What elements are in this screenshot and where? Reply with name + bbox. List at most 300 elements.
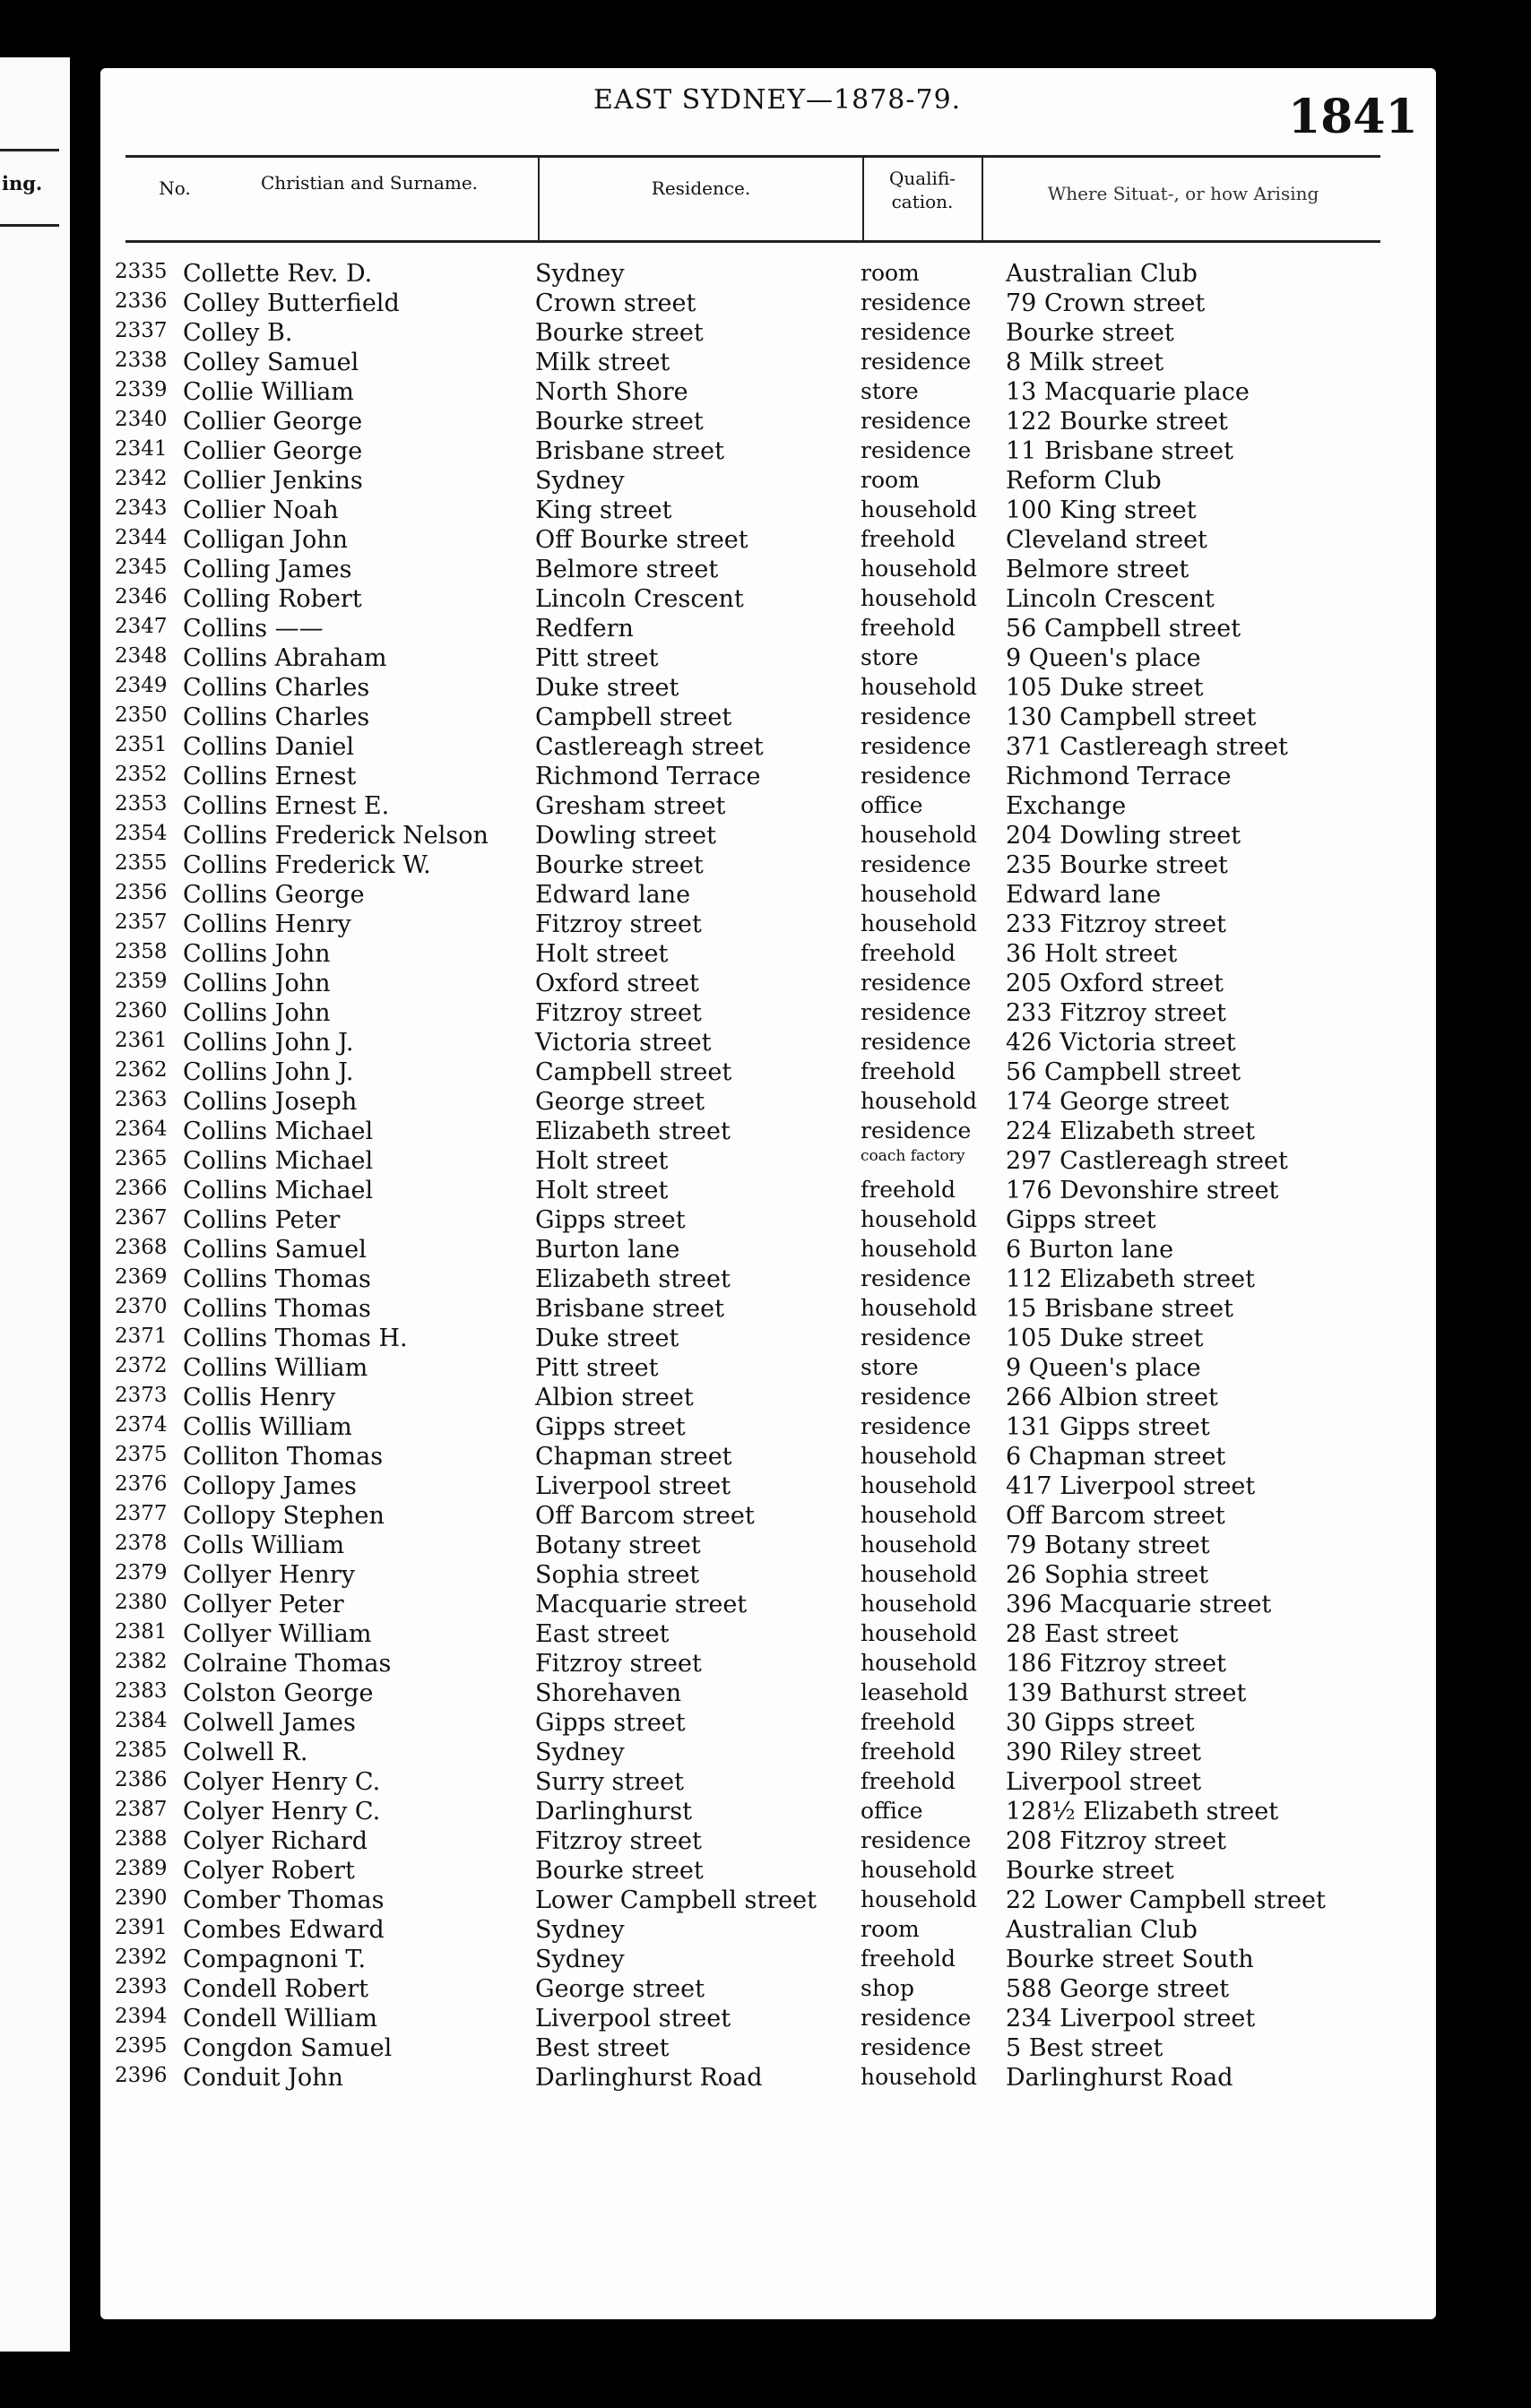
entry-qualification: household	[861, 1443, 978, 1469]
table-row	[100, 526, 1436, 556]
entry-name: Conduit John	[183, 2064, 343, 2092]
entry-name: Colls William	[183, 1532, 345, 1559]
entry-number: 2383	[115, 1679, 168, 1703]
table-row	[100, 763, 1436, 792]
entry-number: 2337	[115, 319, 168, 342]
table-row	[100, 2064, 1436, 2093]
entry-qualification: residence	[861, 437, 972, 463]
entry-residence: Off Bourke street	[535, 526, 748, 554]
table-row	[100, 1384, 1436, 1413]
entry-where-situated: 15 Brisbane street	[1006, 1295, 1233, 1323]
entry-number: 2360	[115, 999, 168, 1023]
entry-number: 2393	[115, 1975, 168, 1998]
entry-qualification: household	[861, 585, 978, 611]
entry-number: 2341	[115, 437, 168, 461]
entry-residence: Albion street	[535, 1384, 694, 1411]
entry-number: 2391	[115, 1916, 168, 1939]
entry-residence: Brisbane street	[535, 1295, 724, 1323]
entry-where-situated: 426 Victoria street	[1006, 1029, 1236, 1057]
table-row	[100, 733, 1436, 763]
header-divider-1	[538, 155, 540, 243]
entry-residence: George street	[535, 1975, 705, 2003]
entry-name: Colley Butterfield	[183, 289, 400, 317]
entry-name: Collins Joseph	[183, 1088, 358, 1116]
entry-where-situated: 176 Devonshire street	[1006, 1177, 1279, 1204]
entry-qualification: residence	[861, 1029, 972, 1055]
entry-qualification: residence	[861, 703, 972, 729]
table-row	[100, 260, 1436, 289]
column-header-where: Where Situat-, or how Arising	[1047, 183, 1319, 204]
entry-where-situated: 22 Lower Campbell street	[1006, 1886, 1326, 1914]
entry-where-situated: 390 Riley street	[1006, 1739, 1201, 1766]
entry-where-situated: Bourke street	[1006, 1857, 1174, 1885]
entry-residence: Botany street	[535, 1532, 701, 1559]
entry-qualification: household	[861, 1532, 978, 1558]
entry-where-situated: 186 Fitzroy street	[1006, 1650, 1226, 1678]
entry-number: 2372	[115, 1354, 168, 1377]
entry-where-situated: 235 Bourke street	[1006, 851, 1228, 879]
entry-qualification: shop	[861, 1975, 914, 2001]
entry-where-situated: 371 Castlereagh street	[1006, 733, 1288, 761]
entry-number: 2366	[115, 1177, 168, 1200]
table-row	[100, 1413, 1436, 1443]
table-row	[100, 1354, 1436, 1384]
entry-where-situated: 100 King street	[1006, 496, 1197, 524]
table-row	[100, 1206, 1436, 1236]
table-row	[100, 1502, 1436, 1532]
column-header-no: No.	[159, 177, 191, 199]
entry-residence: Campbell street	[535, 1058, 732, 1086]
table-row	[100, 851, 1436, 881]
entry-qualification: residence	[861, 1384, 972, 1410]
entry-name: Colliton Thomas	[183, 1443, 384, 1471]
entry-name: Collis Henry	[183, 1384, 336, 1411]
entry-residence: Sydney	[535, 260, 625, 288]
entry-residence: Castlereagh street	[535, 733, 764, 761]
entry-number: 2384	[115, 1709, 168, 1732]
table-row	[100, 1650, 1436, 1679]
entry-name: Collins Frederick W.	[183, 851, 431, 879]
entry-name: Colling Robert	[183, 585, 362, 613]
table-row	[100, 615, 1436, 644]
table-row	[100, 644, 1436, 674]
entry-number: 2354	[115, 822, 168, 845]
table-row	[100, 1886, 1436, 1916]
entry-number: 2392	[115, 1946, 168, 1969]
table-row	[100, 1058, 1436, 1088]
table-row	[100, 1709, 1436, 1739]
table-row	[100, 289, 1436, 319]
entry-where-situated: 588 George street	[1006, 1975, 1230, 2003]
entry-residence: Bourke street	[535, 319, 704, 347]
entry-where-situated: 9 Queen's place	[1006, 644, 1201, 672]
entry-name: Collins Charles	[183, 674, 370, 702]
entry-name: Collins Samuel	[183, 1236, 367, 1264]
entry-number: 2346	[115, 585, 168, 608]
entry-name: Collins John	[183, 940, 331, 968]
entry-number: 2365	[115, 1147, 168, 1170]
table-row	[100, 2034, 1436, 2064]
entry-name: Collie William	[183, 378, 354, 406]
entry-residence: Pitt street	[535, 644, 659, 672]
entry-number: 2345	[115, 556, 168, 579]
entry-number: 2347	[115, 615, 168, 638]
entry-where-situated: 56 Campbell street	[1006, 615, 1241, 643]
entry-number: 2379	[115, 1561, 168, 1584]
entry-name: Collins Thomas	[183, 1295, 371, 1323]
entry-residence: Brisbane street	[535, 437, 724, 465]
entry-residence: Sydney	[535, 1739, 625, 1766]
entry-number: 2361	[115, 1029, 168, 1052]
header-divider-3	[982, 155, 983, 243]
entry-residence: Gipps street	[535, 1206, 686, 1234]
entry-where-situated: Lincoln Crescent	[1006, 585, 1215, 613]
entry-number: 2352	[115, 763, 168, 786]
entry-where-situated: 139 Bathurst street	[1006, 1679, 1247, 1707]
register-page	[100, 68, 1436, 2319]
entry-number: 2364	[115, 1118, 168, 1141]
entry-where-situated: 105 Duke street	[1006, 1325, 1204, 1352]
entry-name: Compagnoni T.	[183, 1946, 367, 1973]
entry-residence: Lower Campbell street	[535, 1886, 817, 1914]
entry-name: Collins Daniel	[183, 733, 355, 761]
entry-where-situated: Australian Club	[1006, 1916, 1198, 1944]
entry-name: Colwell James	[183, 1709, 356, 1737]
entry-where-situated: 130 Campbell street	[1006, 703, 1257, 731]
entry-where-situated: Richmond Terrace	[1006, 763, 1232, 790]
entry-name: Colligan John	[183, 526, 349, 554]
entry-name: Combes Edward	[183, 1916, 385, 1944]
entry-name: Collette Rev. D.	[183, 260, 373, 288]
table-row	[100, 349, 1436, 378]
left-page-rule-top	[0, 149, 59, 151]
table-row	[100, 2005, 1436, 2034]
entry-number: 2381	[115, 1620, 168, 1644]
entry-qualification: household	[861, 1236, 978, 1262]
entry-number: 2387	[115, 1798, 168, 1821]
column-header-qualification: Qualifi- cation.	[888, 168, 956, 212]
entry-number: 2396	[115, 2064, 168, 2087]
entry-qualification: household	[861, 1088, 978, 1114]
entry-number: 2390	[115, 1886, 168, 1910]
entry-residence: Lincoln Crescent	[535, 585, 744, 613]
entry-name: Collins ——	[183, 615, 324, 643]
entry-qualification: store	[861, 378, 919, 404]
entry-number: 2349	[115, 674, 168, 697]
table-row	[100, 1679, 1436, 1709]
entry-number: 2371	[115, 1325, 168, 1348]
entry-qualification: household	[861, 1857, 978, 1883]
entry-residence: Gresham street	[535, 792, 726, 820]
entry-where-situated: 122 Bourke street	[1006, 408, 1228, 436]
entry-residence: Sydney	[535, 1916, 625, 1944]
entry-where-situated: Gipps street	[1006, 1206, 1156, 1234]
entry-name: Colley B.	[183, 319, 293, 347]
entry-qualification: household	[861, 496, 978, 522]
entry-number: 2377	[115, 1502, 168, 1525]
entry-number: 2340	[115, 408, 168, 431]
entry-qualification: residence	[861, 289, 972, 315]
entry-number: 2375	[115, 1443, 168, 1466]
table-row	[100, 1975, 1436, 2005]
table-row	[100, 703, 1436, 733]
table-row	[100, 822, 1436, 851]
table-row	[100, 1827, 1436, 1857]
entry-number: 2388	[115, 1827, 168, 1851]
entry-qualification: freehold	[861, 1946, 956, 1972]
table-row	[100, 1561, 1436, 1591]
entry-qualification: household	[861, 1502, 978, 1528]
entry-qualification: household	[861, 911, 978, 936]
entry-name: Collopy James	[183, 1472, 357, 1500]
entry-qualification: store	[861, 644, 919, 670]
entry-where-situated: 79 Botany street	[1006, 1532, 1210, 1559]
entry-qualification: household	[861, 556, 978, 582]
entry-where-situated: 205 Oxford street	[1006, 970, 1224, 997]
entry-number: 2344	[115, 526, 168, 549]
entry-name: Collins John J.	[183, 1058, 354, 1086]
entry-name: Collins Peter	[183, 1206, 341, 1234]
table-row	[100, 1916, 1436, 1946]
table-row	[100, 940, 1436, 970]
entry-number: 2335	[115, 260, 168, 283]
entry-where-situated: 128½ Elizabeth street	[1006, 1798, 1279, 1825]
entry-residence: King street	[535, 496, 672, 524]
entry-residence: Best street	[535, 2034, 670, 2062]
entry-name: Collins Ernest	[183, 763, 357, 790]
entry-number: 2353	[115, 792, 168, 816]
entry-where-situated: 204 Dowling street	[1006, 822, 1241, 850]
entry-residence: Sydney	[535, 467, 625, 495]
entry-name: Collier Noah	[183, 496, 339, 524]
table-row	[100, 881, 1436, 911]
entry-residence: Milk street	[535, 349, 670, 376]
table-row	[100, 1768, 1436, 1798]
table-row	[100, 1620, 1436, 1650]
entry-name: Colston George	[183, 1679, 374, 1707]
entry-residence: Gipps street	[535, 1413, 686, 1441]
entry-where-situated: 28 East street	[1006, 1620, 1179, 1648]
entry-where-situated: 297 Castlereagh street	[1006, 1147, 1288, 1175]
entry-number: 2359	[115, 970, 168, 993]
entry-residence: Holt street	[535, 1177, 669, 1204]
entry-residence: Edward lane	[535, 881, 691, 909]
entry-qualification: freehold	[861, 1058, 956, 1084]
table-row	[100, 970, 1436, 999]
table-row	[100, 1325, 1436, 1354]
table-row	[100, 585, 1436, 615]
entry-name: Collier George	[183, 437, 363, 465]
entry-name: Collins Thomas H.	[183, 1325, 408, 1352]
entry-qualification: freehold	[861, 1739, 956, 1765]
entry-name: Collier George	[183, 408, 363, 436]
entry-residence: Dowling street	[535, 822, 716, 850]
entry-name: Collins Charles	[183, 703, 370, 731]
entry-name: Collins Henry	[183, 911, 351, 938]
entry-residence: Bourke street	[535, 1857, 704, 1885]
entry-qualification: residence	[861, 2005, 972, 2031]
entry-name: Colyer Henry C.	[183, 1768, 381, 1796]
entry-name: Collins George	[183, 881, 365, 909]
left-page-header-fragment: ing.	[2, 172, 43, 194]
entry-number: 2389	[115, 1857, 168, 1880]
entry-where-situated: 6 Chapman street	[1006, 1443, 1226, 1471]
entry-qualification: room	[861, 1916, 920, 1942]
entry-qualification: freehold	[861, 1768, 956, 1794]
entry-name: Collins Michael	[183, 1177, 374, 1204]
entry-name: Collins John	[183, 970, 331, 997]
entry-number: 2374	[115, 1413, 168, 1437]
left-page-edge	[0, 57, 70, 2352]
entry-residence: Duke street	[535, 674, 679, 702]
entry-qualification: residence	[861, 1413, 972, 1439]
entry-qualification: office	[861, 1798, 923, 1824]
entry-qualification: household	[861, 2064, 978, 2090]
entry-residence: Darlinghurst Road	[535, 2064, 763, 2092]
entry-residence: Fitzroy street	[535, 1827, 702, 1855]
entry-name: Collins Frederick Nelson	[183, 822, 489, 850]
table-row	[100, 556, 1436, 585]
entry-name: Collyer William	[183, 1620, 372, 1648]
entry-name: Collins Abraham	[183, 644, 387, 672]
entry-qualification: office	[861, 792, 923, 818]
entry-residence: Sophia street	[535, 1561, 700, 1589]
table-row	[100, 1739, 1436, 1768]
entry-residence: Shorehaven	[535, 1679, 682, 1707]
entry-where-situated: 233 Fitzroy street	[1006, 911, 1226, 938]
entry-number: 2363	[115, 1088, 168, 1111]
entry-name: Collins John	[183, 999, 331, 1027]
entry-number: 2355	[115, 851, 168, 875]
entry-where-situated: 396 Macquarie street	[1006, 1591, 1272, 1618]
entry-name: Colyer Robert	[183, 1857, 355, 1885]
entry-name: Collins Michael	[183, 1147, 374, 1175]
entry-residence: North Shore	[535, 378, 688, 406]
entry-qualification: residence	[861, 2034, 972, 2060]
entry-residence: East street	[535, 1620, 670, 1648]
entry-qualification: household	[861, 822, 978, 848]
entry-residence: Chapman street	[535, 1443, 732, 1471]
table-row	[100, 467, 1436, 496]
entry-residence: Victoria street	[535, 1029, 712, 1057]
table-row	[100, 1857, 1436, 1886]
entry-name: Colyer Richard	[183, 1827, 368, 1855]
entry-where-situated: Bourke street	[1006, 319, 1174, 347]
table-row	[100, 408, 1436, 437]
entry-name: Collins Ernest E.	[183, 792, 390, 820]
table-row	[100, 378, 1436, 408]
entry-where-situated: Bourke street South	[1006, 1946, 1254, 1973]
entry-residence: Holt street	[535, 940, 669, 968]
table-row	[100, 1177, 1436, 1206]
entry-residence: Pitt street	[535, 1354, 659, 1382]
entry-where-situated: Edward lane	[1006, 881, 1162, 909]
entry-where-situated: 417 Liverpool street	[1006, 1472, 1256, 1500]
entry-residence: Liverpool street	[535, 1472, 731, 1500]
entry-residence: Sydney	[535, 1946, 625, 1973]
entry-name: Collis William	[183, 1413, 352, 1441]
entry-number: 2368	[115, 1236, 168, 1259]
entry-where-situated: 105 Duke street	[1006, 674, 1204, 702]
entry-residence: Redfern	[535, 615, 634, 643]
entry-number: 2351	[115, 733, 168, 756]
entry-name: Condell Robert	[183, 1975, 369, 2003]
entry-where-situated: 56 Campbell street	[1006, 1058, 1241, 1086]
entry-number: 2350	[115, 703, 168, 727]
entry-qualification: residence	[861, 1325, 972, 1351]
entry-residence: Oxford street	[535, 970, 699, 997]
entry-where-situated: 26 Sophia street	[1006, 1561, 1209, 1589]
entry-where-situated: 174 George street	[1006, 1088, 1230, 1116]
entry-where-situated: 9 Queen's place	[1006, 1354, 1201, 1382]
entry-qualification: household	[861, 1472, 978, 1498]
entry-residence: Burton lane	[535, 1236, 680, 1264]
entry-residence: Darlinghurst	[535, 1798, 692, 1825]
entry-residence: Duke street	[535, 1325, 679, 1352]
entry-name: Colraine Thomas	[183, 1650, 392, 1678]
entry-residence: Holt street	[535, 1147, 669, 1175]
entry-where-situated: 11 Brisbane street	[1006, 437, 1233, 465]
entry-where-situated: 6 Burton lane	[1006, 1236, 1174, 1264]
page-title: EAST SYDNEY—1878-79.	[593, 84, 962, 116]
entry-qualification: household	[861, 1206, 978, 1232]
entry-where-situated: Cleveland street	[1006, 526, 1207, 554]
entry-where-situated: 5 Best street	[1006, 2034, 1163, 2062]
entry-number: 2385	[115, 1739, 168, 1762]
column-header-name: Christian and Surname.	[260, 172, 479, 194]
entry-name: Collins Michael	[183, 1118, 374, 1145]
entry-where-situated: 234 Liverpool street	[1006, 2005, 1256, 2033]
entry-residence: Off Barcom street	[535, 1502, 755, 1530]
table-row	[100, 1118, 1436, 1147]
entry-number: 2369	[115, 1265, 168, 1289]
entry-qualification: household	[861, 1295, 978, 1321]
entry-where-situated: Off Barcom street	[1006, 1502, 1225, 1530]
entry-number: 2378	[115, 1532, 168, 1555]
left-page-rule-bottom	[0, 224, 59, 227]
entry-qualification: residence	[861, 733, 972, 759]
entry-where-situated: 79 Crown street	[1006, 289, 1206, 317]
entry-name: Collyer Henry	[183, 1561, 355, 1589]
entry-name: Colyer Henry C.	[183, 1798, 381, 1825]
entry-qualification: room	[861, 260, 920, 286]
entry-name: Colling James	[183, 556, 352, 583]
entry-residence: Elizabeth street	[535, 1118, 731, 1145]
entry-qualification: freehold	[861, 526, 956, 552]
entry-where-situated: 131 Gipps street	[1006, 1413, 1210, 1441]
table-row	[100, 911, 1436, 940]
entry-where-situated: 13 Macquarie place	[1006, 378, 1250, 406]
entry-name: Condell William	[183, 2005, 377, 2033]
entry-residence: Crown street	[535, 289, 696, 317]
entry-where-situated: Australian Club	[1006, 260, 1198, 288]
entry-residence: Bourke street	[535, 408, 704, 436]
entry-number: 2339	[115, 378, 168, 401]
entry-name: Congdon Samuel	[183, 2034, 393, 2062]
entry-qualification: coach factory	[861, 1147, 965, 1165]
entry-qualification: freehold	[861, 615, 956, 641]
entry-qualification: residence	[861, 408, 972, 434]
table-row	[100, 1088, 1436, 1118]
entry-qualification: residence	[861, 349, 972, 375]
entry-number: 2395	[115, 2034, 168, 2058]
entry-number: 2338	[115, 349, 168, 372]
header-rule-top	[125, 155, 1380, 158]
entry-qualification: residence	[861, 1265, 972, 1291]
entry-qualification: household	[861, 881, 978, 907]
entry-residence: Elizabeth street	[535, 1265, 731, 1293]
entry-residence: Campbell street	[535, 703, 732, 731]
